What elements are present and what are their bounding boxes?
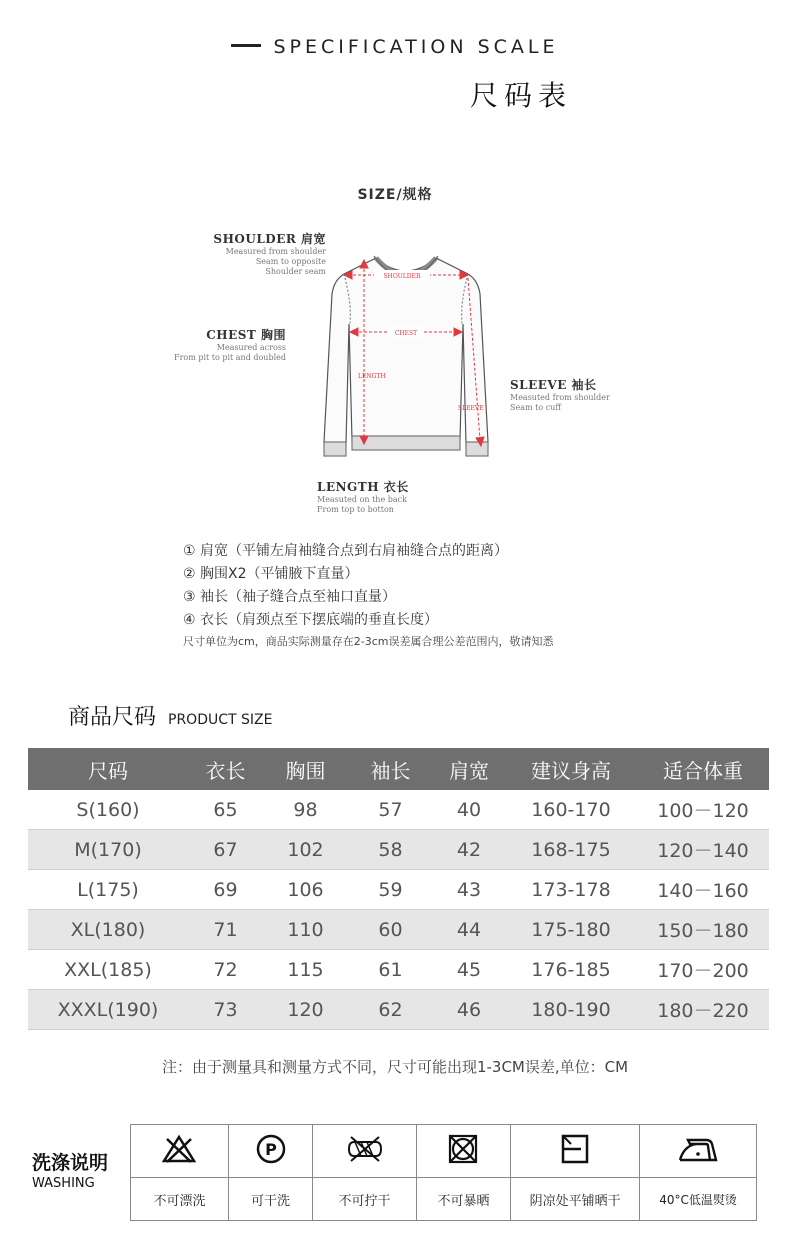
- washing-label: 不可暴晒: [416, 1178, 510, 1221]
- header-size: 尺码: [28, 748, 188, 790]
- size-table: [28, 748, 769, 1030]
- washing-label: 阴凉处平铺晒干: [510, 1178, 639, 1221]
- length-annotation: LENGTH 衣长 Measuted on the back From top to botton: [317, 480, 409, 514]
- sleeve-tag: SLEEVE: [458, 405, 484, 412]
- washing-label: 不可漂洗: [131, 1178, 229, 1221]
- svg-text:P: P: [264, 1140, 277, 1159]
- header-length: 衣长: [188, 748, 263, 790]
- tolerance-note: 尺寸单位为cm，商品实际测量存在2-3cm误差属合理公差范围内，敬请知悉: [183, 635, 554, 648]
- spec-title: SPECIFICATION SCALE: [0, 36, 790, 58]
- washing-grid: [130, 1124, 757, 1221]
- sweater-diagram: [318, 244, 494, 476]
- note-item: ③ 袖长（袖子缝合点至袖口直量）: [183, 589, 397, 605]
- shoulder-tag: SHOULDER: [383, 273, 421, 280]
- washing-label: 可干洗: [228, 1178, 312, 1221]
- low-iron-icon: [640, 1125, 757, 1178]
- note-item: ② 胸围X2（平铺腋下直量）: [183, 566, 359, 582]
- dry-clean-icon: [228, 1125, 312, 1178]
- header-shoulder: 肩宽: [433, 748, 505, 790]
- washing-title: 洗涤说明: [32, 1152, 109, 1174]
- note-item: ① 肩宽（平铺左肩袖缝合点到右肩袖缝合点的距离）: [183, 543, 508, 559]
- size-chart-title: 尺码表: [470, 79, 573, 112]
- size-label: SIZE/规格: [357, 187, 433, 203]
- dry-flat-shade-icon: [510, 1125, 639, 1178]
- header-weight: 适合体重: [637, 748, 769, 790]
- table-row: XXXL(190) 73 120 62 46 180-190 180－220: [28, 990, 769, 1030]
- header-sleeve: 袖长: [348, 748, 433, 790]
- size-footnote: 注：由于测量具和测量方式不同，尺寸可能出现1-3CM误差,单位：CM: [161, 1058, 629, 1076]
- table-header-row: [28, 748, 769, 790]
- table-row: M(170) 67 102 58 42 168-175 120－140: [28, 830, 769, 870]
- table-row: XXL(185) 72 115 61 45 176-185 170－200: [28, 950, 769, 990]
- washing-title-en: WASHING: [32, 1176, 95, 1191]
- measurement-notes: [183, 540, 554, 652]
- no-tumble-dry-icon: [416, 1125, 510, 1178]
- chest-annotation: CHEST 胸围 Measured across From pit to pit and doubled: [174, 328, 286, 362]
- sleeve-annotation: SLEEVE 袖长 Measuted from shoulder Seam to cuff: [510, 378, 610, 412]
- title-dash: [231, 44, 261, 47]
- note-item: ④ 衣长（肩颈点至下摆底端的垂直长度）: [183, 612, 438, 628]
- table-row: S(160) 65 98 57 40 160-170 100－120: [28, 790, 769, 830]
- product-size-title: 商品尺码 PRODUCT SIZE: [68, 705, 273, 730]
- washing-label: 不可拧干: [313, 1178, 417, 1221]
- sweater-outline: [324, 256, 488, 456]
- chest-tag: CHEST: [394, 330, 418, 337]
- washing-icons-row: [131, 1125, 757, 1178]
- table-row: XL(180) 71 110 60 44 175-180 150－180: [28, 910, 769, 950]
- header-chest: 胸围: [263, 748, 348, 790]
- no-wring-icon: [313, 1125, 417, 1178]
- shoulder-annotation: SHOULDER 肩宽 Measured from shoulder Seam to opposite Shoulder seam: [213, 232, 326, 276]
- length-tag: LENGTH: [358, 373, 386, 380]
- no-bleach-icon: [131, 1125, 229, 1178]
- washing-label: 40°C低温熨烫: [640, 1178, 757, 1221]
- washing-labels-row: [131, 1178, 757, 1221]
- header-height: 建议身高: [505, 748, 637, 790]
- table-row: L(175) 69 106 59 43 173-178 140－160: [28, 870, 769, 910]
